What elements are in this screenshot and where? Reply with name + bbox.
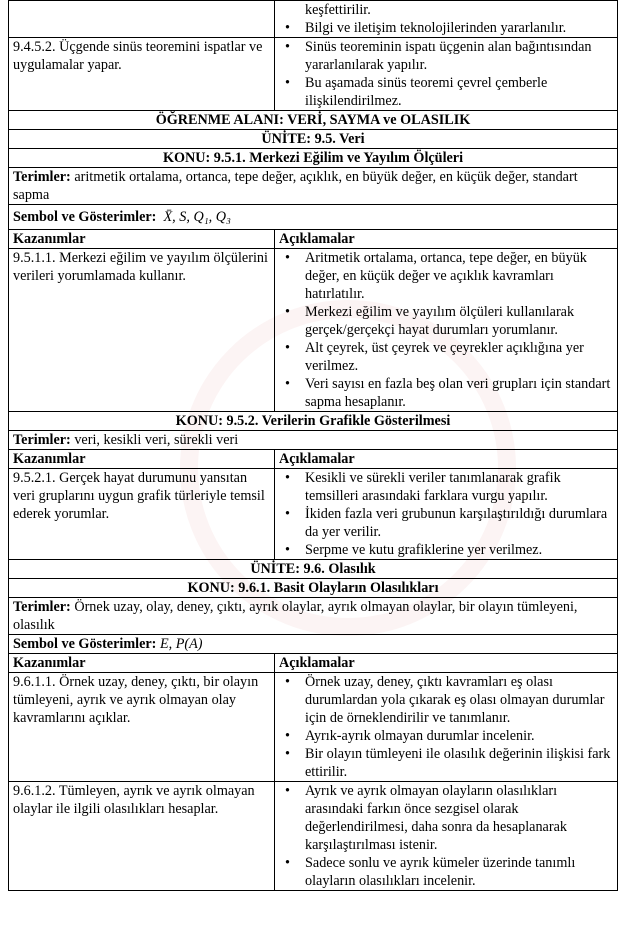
kazanimlar-header: Kazanımlar	[9, 230, 275, 249]
kazanimlar-header: Kazanımlar	[9, 450, 275, 469]
bullet-list	[279, 782, 613, 890]
symbols-row	[9, 205, 618, 230]
bullet-list	[279, 1, 613, 37]
unit-heading: ÜNİTE: 9.5. Veri	[9, 130, 618, 149]
list-item: • Örnek uzay, deney, çıktı kavramları eş olası durumlardan yola çıkarak eş olası olmayan durumlar için de örneklendirilir ve tanımlanır.	[305, 673, 613, 727]
list-item: • Serpme ve kutu grafiklerine yer verilmez.	[305, 541, 613, 559]
symbols-text: X̄, S, Q₁, Q₃	[163, 209, 231, 225]
topic-heading: KONU: 9.5.2. Verilerin Grafikle Gösterilmesi	[9, 412, 618, 431]
terms-row	[9, 431, 618, 450]
symbols-label: Sembol ve Gösterimler:	[13, 209, 157, 225]
bullet-list	[279, 469, 613, 559]
aciklama-cell	[275, 1, 618, 38]
list-item: • Kesikli ve sürekli veriler tanımlanarak grafik temsilleri arasındaki farklara vurgu yapılır.	[305, 469, 613, 505]
bullet-list	[279, 38, 613, 110]
aciklamalar-header: Açıklamalar	[275, 230, 618, 249]
list-item: • Sinüs teoreminin ispatı üçgenin alan bağıntısından yararlanılarak yapılır.	[305, 38, 613, 74]
aciklama-cell	[275, 249, 618, 412]
list-item: • Sadece sonlu ve ayrık kümeler üzerinde tanımlı olayların olasılıkları incelenir.	[305, 854, 613, 890]
unit-heading: ÜNİTE: 9.6. Olasılık	[9, 560, 618, 579]
terms-text: veri, kesikli veri, sürekli veri	[70, 432, 239, 448]
curriculum-table	[8, 0, 618, 891]
terms-row	[9, 168, 618, 205]
aciklamalar-header: Açıklamalar	[275, 450, 618, 469]
terms-text: aritmetik ortalama, ortanca, tepe değer, açıklık, en büyük değer, en küçük değer, standart sapma	[13, 169, 578, 203]
terms-text: Örnek uzay, olay, deney, çıktı, ayrık olaylar, ayrık olmayan olaylar, bir olayın tümleyeni, olasılık	[13, 599, 578, 633]
list-item: • Veri sayısı en fazla beş olan veri grupları için standart sapma hesaplanır.	[305, 375, 613, 411]
symbols-text: E, P(A)	[156, 636, 203, 652]
aciklama-cell	[275, 469, 618, 560]
table-row	[9, 249, 618, 412]
list-item: • Ayrık-ayrık olmayan durumlar incelenir.	[305, 727, 613, 745]
list-item: • Ayrık ve ayrık olmayan olayların olasılıkları arasındaki farkın önce sezgisel olarak değerlendirilmesi, daha sonra da hesaplanarak karşılaştırılması istenir.	[305, 782, 613, 854]
list-item: keşfettirilir.	[305, 2, 371, 18]
symbols-row	[9, 635, 618, 654]
terms-label: Terimler:	[13, 169, 71, 185]
aciklama-cell	[275, 38, 618, 111]
list-item: • Merkezi eğilim ve yayılım ölçüleri kullanılarak gerçek/gerçekçi hayat durumları yorumlanır.	[305, 303, 613, 339]
table-row	[9, 782, 618, 891]
topic-heading: KONU: 9.6.1. Basit Olayların Olasılıkları	[9, 579, 618, 598]
bullet-list	[279, 249, 613, 411]
aciklama-cell	[275, 782, 618, 891]
kazanim-cell: 9.5.2.1. Gerçek hayat durumunu yansıtan veri gruplarını uygun grafik türleriyle temsil ederek yorumlar.	[9, 469, 275, 560]
terms-label: Terimler:	[13, 432, 71, 448]
aciklama-cell	[275, 673, 618, 782]
kazanim-cell: 9.6.1.1. Örnek uzay, deney, çıktı, bir olayın tümleyeni, ayrık ve ayrık olmayan olay kavramlarını açıklar.	[9, 673, 275, 782]
terms-label: Terimler:	[13, 599, 71, 615]
list-item: • Alt çeyrek, üst çeyrek ve çeyrekler açıklığına yer verilmez.	[305, 339, 613, 375]
aciklamalar-header: Açıklamalar	[275, 654, 618, 673]
list-item: • Bir olayın tümleyeni ile olasılık değerinin ilişkisi fark ettirilir.	[305, 745, 613, 781]
kazanimlar-header: Kazanımlar	[9, 654, 275, 673]
table-row	[9, 1, 618, 38]
table-row	[9, 673, 618, 782]
symbols-label: Sembol ve Gösterimler:	[13, 636, 157, 652]
topic-heading: KONU: 9.5.1. Merkezi Eğilim ve Yayılım Ölçüleri	[9, 149, 618, 168]
terms-row	[9, 598, 618, 635]
kazanim-cell: 9.6.1.2. Tümleyen, ayrık ve ayrık olmayan olaylar ile ilgili olasılıkları hesaplar.	[9, 782, 275, 891]
kazanim-cell: 9.5.1.1. Merkezi eğilim ve yayılım ölçülerini verileri yorumlamada kullanır.	[9, 249, 275, 412]
list-item: • Aritmetik ortalama, ortanca, tepe değer, en büyük değer, en küçük değer ve açıklık kavramları hatırlatılır.	[305, 249, 613, 303]
list-item: • İkiden fazla veri grubunun karşılaştırıldığı durumlara da yer verilir.	[305, 505, 613, 541]
bullet-list	[279, 673, 613, 781]
list-item: • Bilgi ve iletişim teknolojilerinden yararlanılır.	[305, 19, 613, 37]
table-row	[9, 38, 618, 111]
kazanim-cell: 9.4.5.2. Üçgende sinüs teoremini ispatlar ve uygulamalar yapar.	[9, 38, 275, 111]
list-item: • Bu aşamada sinüs teoremi çevrel çemberle ilişkilendirilmez.	[305, 74, 613, 110]
table-row	[9, 469, 618, 560]
learning-area-heading: ÖĞRENME ALANI: VERİ, SAYMA ve OLASILIK	[9, 111, 618, 130]
kazanim-cell-empty	[9, 1, 275, 38]
